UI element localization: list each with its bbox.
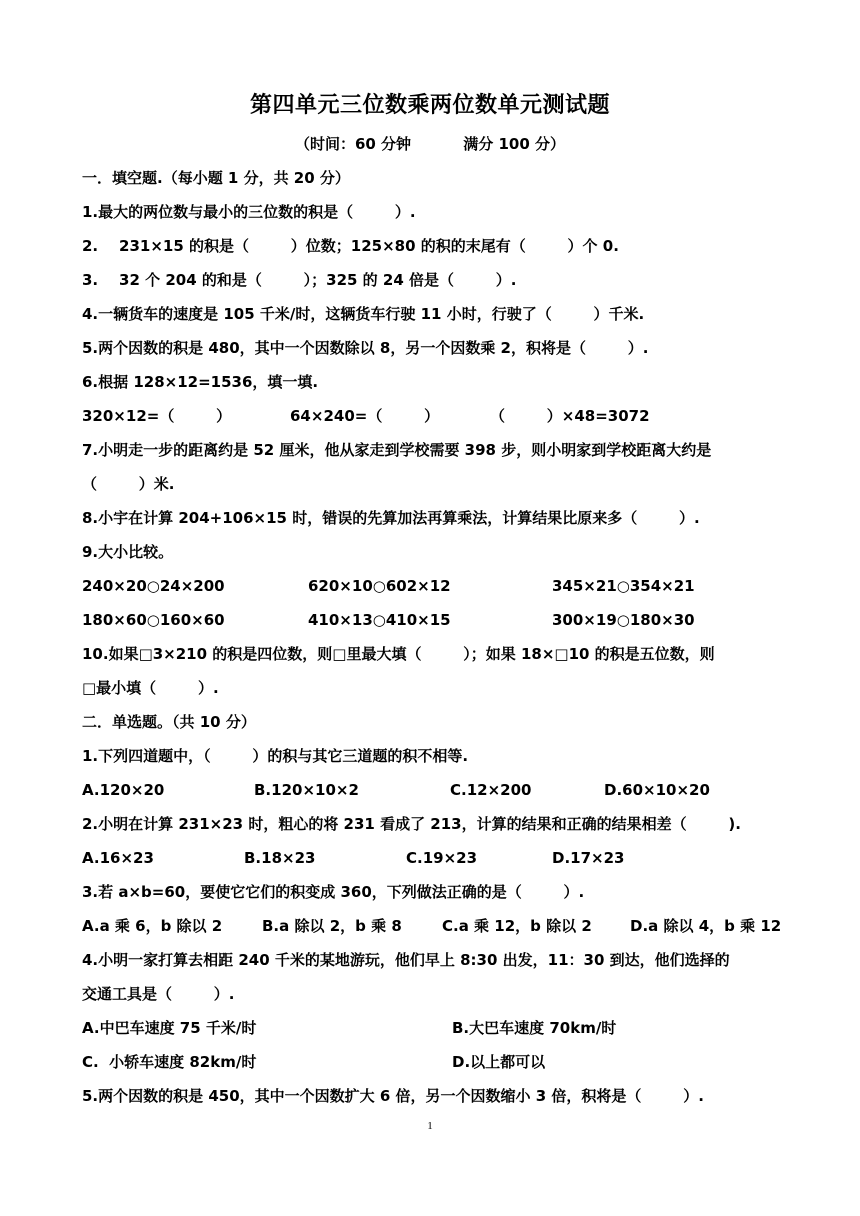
s2-q3-option: C.a 乘 12，b 除以 2 (442, 917, 592, 935)
s2-question-5: 5.两个因数的积是 450，其中一个因数扩大 6 倍，另一个因数缩小 3 倍，积将是（ ）. (82, 1087, 704, 1105)
s1-question-6: 6.根据 128×12=1536，填一填. (82, 373, 319, 391)
section2-heading: 二．单选题。（共 10 分） (82, 713, 256, 731)
s2-q3-option: B.a 除以 2，b 乘 8 (262, 917, 402, 935)
s2-q2-option: C.19×23 (406, 849, 478, 867)
s1-question-9: 9.大小比较。 (82, 543, 174, 561)
s2-q1-option: B.120×10×2 (254, 781, 359, 799)
s1-q9-comparison: 180×60○160×60 (82, 611, 225, 629)
s2-question-2: 2.小明在计算 231×23 时，粗心的将 231 看成了 213，计算的结果和正确的结果相差（ ). (82, 815, 741, 833)
page-title: 第四单元三位数乘两位数单元测试题 (249, 93, 610, 118)
s2-q4-option: B.大巴车速度 70km/时 (452, 1019, 617, 1037)
s1-question-10-cont: □最小填（ ）. (82, 679, 219, 697)
s2-q1-option: A.120×20 (82, 781, 165, 799)
s1-question-3: 3. 32 个 204 的和是（ ）；325 的 24 倍是（ ）. (82, 271, 517, 289)
s1-q6-item: 64×240=（ ） (290, 407, 440, 425)
s2-question-4-cont: 交通工具是（ ）. (82, 985, 235, 1003)
s1-question-7: 7.小明走一步的距离约是 52 厘米，他从家走到学校需要 398 步，则小明家到学校距离大约是 (82, 441, 712, 459)
s1-q9-comparison: 620×10○602×12 (308, 577, 451, 595)
s1-question-8: 8.小宇在计算 204+106×15 时，错误的先算加法再算乘法，计算结果比原来多（ ）. (82, 509, 700, 527)
s2-q3-option: A.a 乘 6，b 除以 2 (82, 917, 223, 935)
s1-question-5: 5.两个因数的积是 480，其中一个因数除以 8，另一个因数乘 2，积将是（ ）. (82, 339, 649, 357)
page-subtitle: （时间：60 分钟 满分 100 分） (294, 135, 566, 153)
s2-question-3: 3.若 a×b=60，要使它它们的积变成 360，下列做法正确的是（ ）. (82, 883, 585, 901)
s2-question-4: 4.小明一家打算去相距 240 千米的某地游玩，他们早上 8:30 出发，11：30 到达，他们选择的 (82, 951, 730, 969)
s2-q4-option: D.以上都可以 (452, 1053, 546, 1071)
s1-question-1: 1.最大的两位数与最小的三位数的积是（ ）. (82, 203, 416, 221)
s1-q9-comparison: 410×13○410×15 (308, 611, 451, 629)
s2-q4-option: A.中巴车速度 75 千米/时 (82, 1019, 257, 1037)
s1-question-2: 2. 231×15 的积是（ ）位数；125×80 的积的末尾有（ ）个 0. (82, 237, 619, 255)
s1-question-4: 4.一辆货车的速度是 105 千米/时，这辆货车行驶 11 小时，行驶了（ ）千米. (82, 305, 645, 323)
s1-q6-item: 320×12=（ ） (82, 407, 232, 425)
s1-question-10: 10.如果□3×210 的积是四位数，则□里最大填（ ）；如果 18×□10 的积是五位数，则 (82, 645, 715, 663)
s1-q9-comparison: 300×19○180×30 (552, 611, 695, 629)
section1-heading: 一．填空题.（每小题 1 分，共 20 分） (82, 169, 350, 187)
s2-q1-option: C.12×200 (450, 781, 532, 799)
s2-q2-option: B.18×23 (244, 849, 316, 867)
s2-question-1: 1.下列四道题中，（ ）的积与其它三道题的积不相等. (82, 747, 469, 765)
s2-q2-option: A.16×23 (82, 849, 154, 867)
s2-q1-option: D.60×10×20 (604, 781, 710, 799)
s1-q9-comparison: 240×20○24×200 (82, 577, 225, 595)
s1-q9-comparison: 345×21○354×21 (552, 577, 695, 595)
page-number: 1 (427, 1120, 433, 1132)
s2-q2-option: D.17×23 (552, 849, 625, 867)
s2-q4-option: C. 小轿车速度 82km/时 (82, 1053, 257, 1071)
s2-q3-option: D.a 除以 4，b 乘 12 (630, 917, 782, 935)
s1-question-7-cont: （ ）米. (82, 475, 175, 493)
s1-q6-item: （ ）×48=3072 (490, 407, 650, 425)
